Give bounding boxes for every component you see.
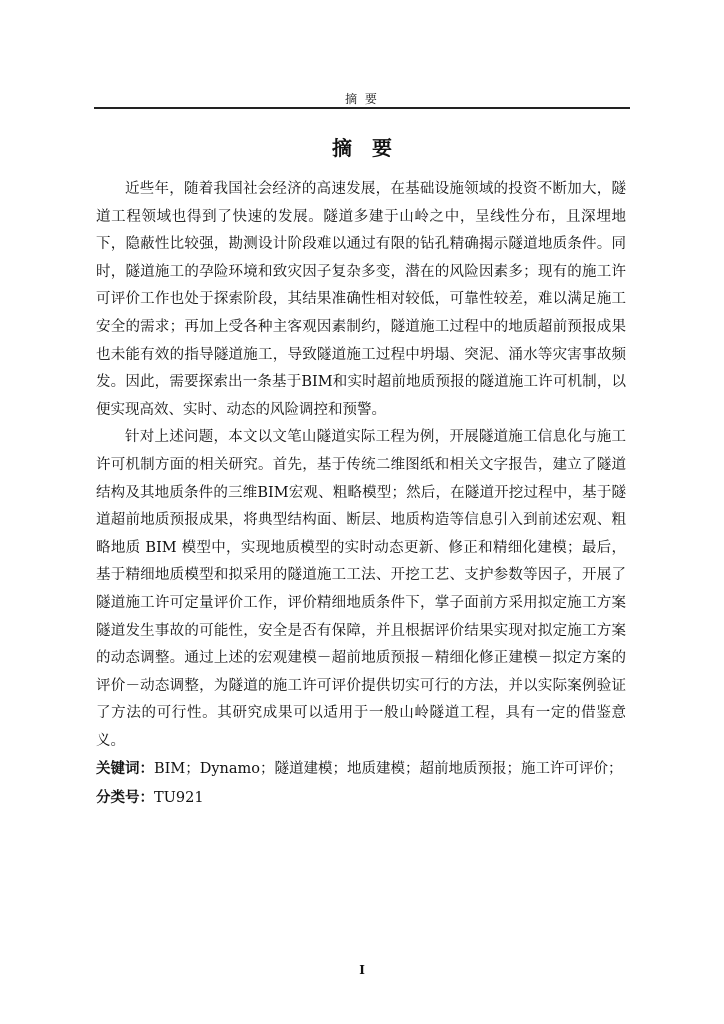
classification-line [96,784,626,813]
abstract-paragraph-1: 近些年，随着我国社会经济的高速发展，在基础设施领域的投资不断加大，隧道工程领域也得到了快速的发展。隧道多建于山岭之中，呈线性分布，且深埋地下，隐蔽性比较强，勘测设计阶段难以通过有限的钻孔精确揭示隧道地质条件。同时，隧道施工的孕险环境和致灾因子复杂多变，潜在的风险因素多；现有的施工许可评价工作也处于探索阶段，其结果准确性相对较低，可靠性较差，难以满足施工安全的需求；再加上受各种主客观因素制约，隧道施工过程中的地质超前预报成果也未能有效的指导隧道施工，导致隧道施工过程中坍塌、突泥、涌水等灾害事故频发。因此，需要探索出一条基于BIM和实时超前地质预报的隧道施工许可机制，以便实现高效、实时、动态的风险调控和预警。 [96,181,626,418]
keywords-value: BIM；Dynamo；隧道建模；地质建模；超前地质预报；施工许可评价； [154,761,623,778]
page-number: I [359,963,365,977]
running-header: 摘 要 [345,92,379,106]
classification-value: TU921 [154,790,204,807]
keywords-line [96,755,626,784]
abstract-paragraph-2: 针对上述问题，本文以文笔山隧道实际工程为例，开展隧道施工信息化与施工许可机制方面的相关研究。首先，基于传统二维图纸和相关文字报告，建立了隧道结构及其地质条件的三维BIM宏观、粗略模型；然后，在隧道开挖过程中，基于隧道超前地质预报成果，将典型结构面、断层、地质构造等信息引入到前述宏观、粗略地质 BIM 模型中，实现地质模型的实时动态更新、修正和精细化建模；最后，基于精细地质模型和拟采用的隧道施工工法、开挖工艺、支护参数等因子，开展了隧道施工许可定量评价工作，评价精细地质条件下，掌子面前方采用拟定施工方案隧道发生事故的可能性，安全是否有保障，并且根据评价结果实现对拟定施工方案的动态调整。通过上述的宏观建模－超前地质预报－精细化修正建模－拟定方案的评价－动态调整，为隧道的施工许可评价提供切实可行的方法，并以实际案例验证了方法的可行性。其研究成果可以适用于一般山岭隧道工程，具有一定的借鉴意义。 [96,429,626,749]
classification-label: 分类号： [96,789,154,807]
keywords-label: 关键词： [96,760,154,778]
page-title: 摘要 [332,136,412,160]
abstract-body [96,176,626,813]
header-divider [94,107,630,109]
